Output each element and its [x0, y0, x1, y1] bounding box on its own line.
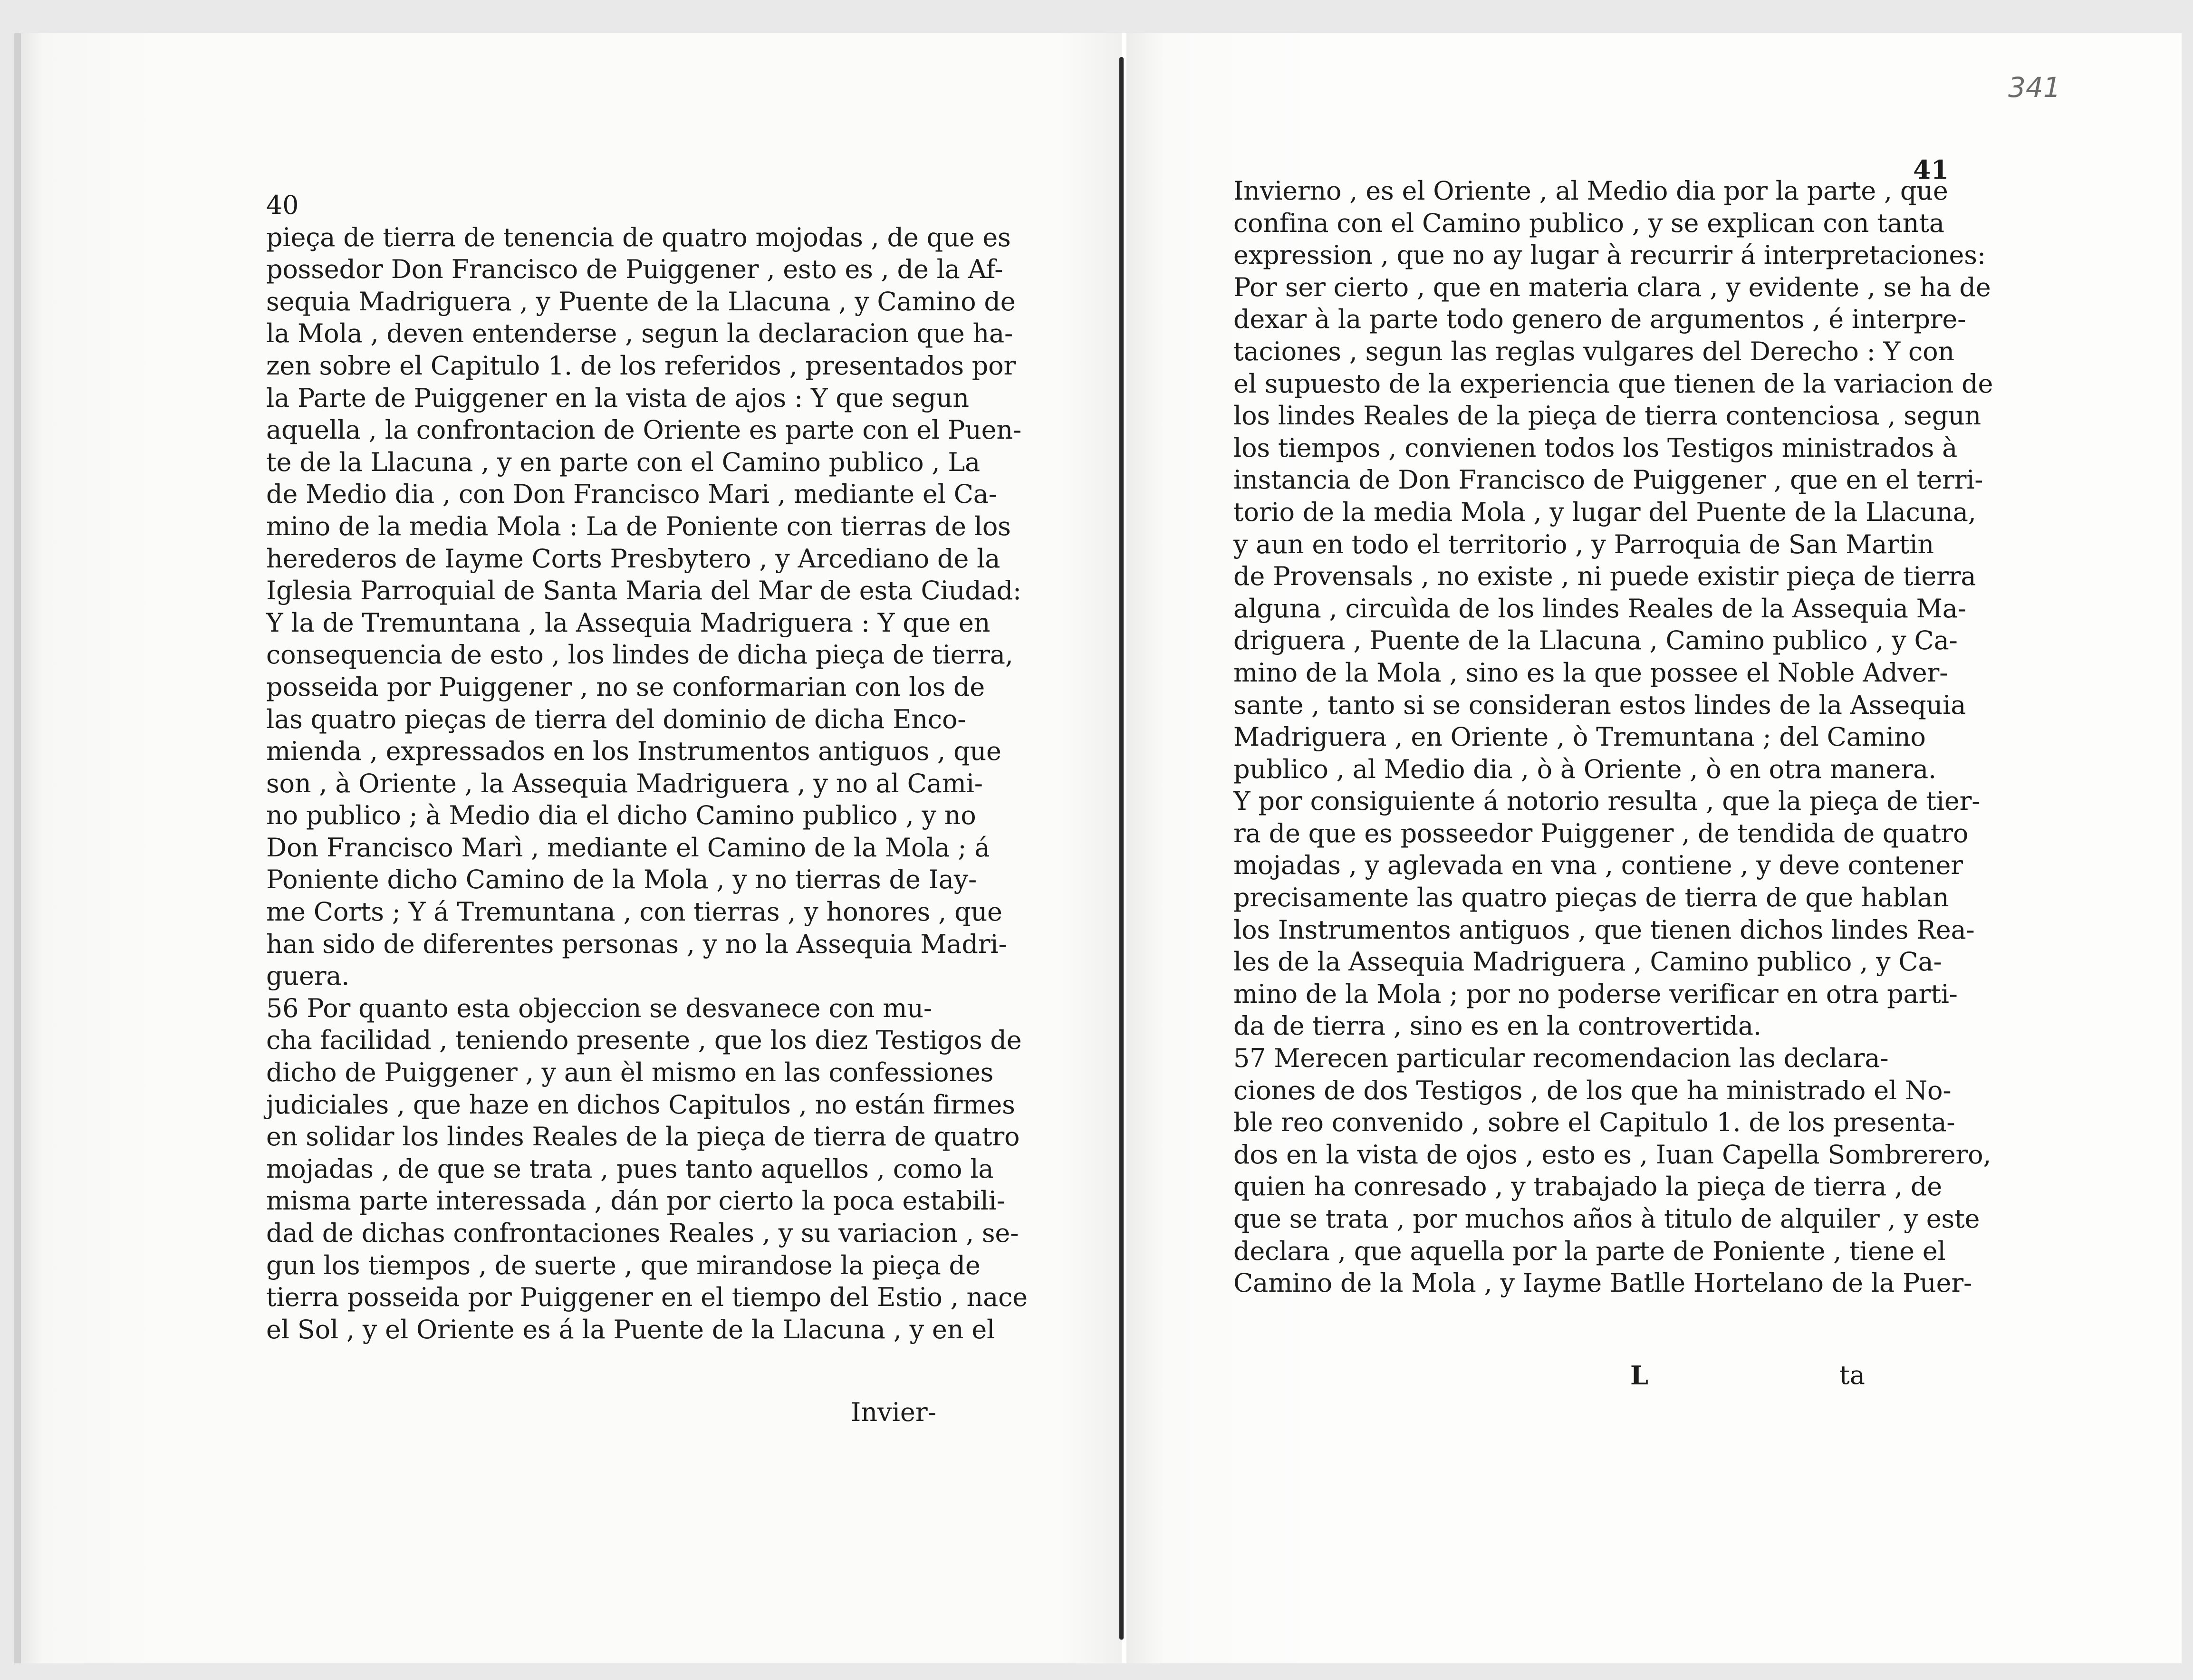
- text-line: publico , al Medio dia , ò à Oriente , ò en otra manera.: [1233, 754, 1936, 784]
- text-line: possedor Don Francisco de Puiggener , esto es , de la Af-: [266, 254, 1003, 285]
- text-line: judiciales , que haze en dichos Capitulos , no están firmes: [266, 1089, 1015, 1120]
- text-line: 40: [266, 190, 299, 220]
- text-line: en solidar los lindes Reales de la pieça de tierra de quatro: [266, 1122, 1020, 1152]
- text-line: Iglesia Parroquial de Santa Maria del Mar de esta Ciudad:: [266, 576, 1021, 606]
- text-line: el supuesto de la experiencia que tienen de la variacion de: [1233, 368, 1993, 399]
- text-line: sante , tanto si se consideran estos lindes de la Assequia: [1233, 690, 1966, 720]
- text-line: los lindes Reales de la pieça de tierra contenciosa , segun: [1233, 401, 1981, 431]
- text-line: sequia Madriguera , y Puente de la Llacuna , y Camino de: [266, 286, 1016, 317]
- text-line: expression , que no ay lugar à recurrir á interpretaciones:: [1233, 240, 1986, 270]
- text-line: 57 Merecen particular recomendacion las declara-: [1233, 1043, 1889, 1074]
- text-line: herederos de Iayme Corts Presbytero , y Arcediano de la: [266, 543, 1000, 574]
- text-line: dicho de Puiggener , y aun èl mismo en las confessiones: [266, 1057, 994, 1088]
- text-line: mienda , expressados en los Instrumentos antiguos , que: [266, 736, 1001, 767]
- text-line: 56 Por quanto esta objeccion se desvanece con mu-: [266, 993, 932, 1023]
- text-line: quien ha conresado , y trabajado la pieça de tierra , de: [1233, 1171, 1943, 1202]
- text-line: Poniente dicho Camino de la Mola , y no tierras de Iay-: [266, 864, 977, 895]
- text-line: de Medio dia , con Don Francisco Mari , mediante el Ca-: [266, 479, 997, 509]
- text-line: ciones de dos Testigos , de los que ha ministrado el No-: [1233, 1075, 1952, 1105]
- text-line: Madriguera , en Oriente , ò Tremuntana ; del Camino: [1233, 722, 1926, 752]
- text-line: ble reo convenido , sobre el Capitulo 1. de los presenta-: [1233, 1107, 1955, 1138]
- text-line: da de tierra , sino es en la controvertida.: [1233, 1011, 1761, 1041]
- right-page-text: [1233, 175, 1993, 1299]
- text-line: declara , que aquella por la parte de Poniente , tiene el: [1233, 1236, 1946, 1266]
- text-line: Camino de la Mola , y Iayme Batlle Hortelano de la Puer-: [1233, 1268, 1972, 1298]
- folio-number: 341: [2008, 71, 2061, 104]
- text-line: los Instrumentos antiguos , que tienen dichos lindes Rea-: [1233, 914, 1975, 945]
- text-line: les de la Assequia Madriguera , Camino publico , y Ca-: [1233, 947, 1942, 977]
- book-gutter: [1119, 57, 1124, 1640]
- signature-mark: L: [1630, 1360, 1648, 1391]
- text-line: de Provensals , no existe , ni puede existir pieça de tierra: [1233, 561, 1976, 592]
- text-line: pieça de tierra de tenencia de quatro mojodas , de que es: [266, 222, 1011, 252]
- text-line: alguna , circuìda de los lindes Reales de la Assequia Ma-: [1233, 593, 1966, 624]
- text-line: taciones , segun las reglas vulgares del Derecho : Y con: [1233, 336, 1954, 366]
- text-line: dos en la vista de ojos , esto es , Iuan Capella Sombrerero,: [1233, 1139, 1991, 1170]
- text-line: son , à Oriente , la Assequia Madriguera , y no al Cami-: [266, 768, 983, 798]
- text-line: la Parte de Puiggener en la vista de ajos : Y que segun: [266, 383, 969, 413]
- text-line: dad de dichas confrontaciones Reales , y su variacion , se-: [266, 1218, 1019, 1248]
- text-line: mojadas , y aglevada en vna , contiene , y deve contener: [1233, 850, 1963, 881]
- text-line: y aun en todo el territorio , y Parroquia de San Martin: [1233, 529, 1934, 559]
- left-catchword: Invier-: [851, 1397, 936, 1427]
- text-line: aquella , la confrontacion de Oriente es parte con el Puen-: [266, 415, 1022, 445]
- text-line: mino de la media Mola : La de Poniente con tierras de los: [266, 511, 1011, 541]
- text-line: tierra posseida por Puiggener en el tiempo del Estio , nace: [266, 1282, 1028, 1313]
- text-line: no publico ; à Medio dia el dicho Camino publico , y no: [266, 800, 976, 831]
- text-line: driguera , Puente de la Llacuna , Camino publico , y Ca-: [1233, 625, 1958, 656]
- text-line: guera.: [266, 961, 350, 991]
- text-line: cha facilidad , teniendo presente , que los diez Testigos de: [266, 1025, 1022, 1056]
- text-line: posseida por Puiggener , no se conformarian con los de: [266, 672, 985, 702]
- text-line: confina con el Camino publico , y se explican con tanta: [1233, 208, 1944, 238]
- right-catchword: ta: [1839, 1360, 1865, 1390]
- text-line: ra de que es posseedor Puiggener , de tendida de quatro: [1233, 818, 1969, 848]
- text-line: consequencia de esto , los lindes de dicha pieça de tierra,: [266, 640, 1013, 670]
- text-line: gun los tiempos , de suerte , que mirandose la pieça de: [266, 1250, 981, 1280]
- text-line: la Mola , deven entenderse , segun la declaracion que ha-: [266, 318, 1013, 349]
- right-page-number: 41: [1913, 154, 1949, 185]
- text-line: te de la Llacuna , y en parte con el Camino publico , La: [266, 447, 981, 477]
- text-line: Invierno , es el Oriente , al Medio dia por la parte , que: [1233, 176, 1948, 206]
- text-line: han sido de diferentes personas , y no la Assequia Madri-: [266, 929, 1007, 959]
- page-edge: [14, 33, 21, 1663]
- text-line: misma parte interessada , dán por cierto la poca estabili-: [266, 1186, 1005, 1216]
- left-page-text: [266, 189, 1028, 1345]
- text-line: Y por consiguiente á notorio resulta , que la pieça de tier-: [1233, 786, 1981, 816]
- text-line: el Sol , y el Oriente es á la Puente de la Llacuna , y en el: [266, 1314, 995, 1344]
- text-line: Por ser cierto , que en materia clara , y evidente , se ha de: [1233, 272, 1991, 302]
- text-line: Y la de Tremuntana , la Assequia Madriguera : Y que en: [266, 607, 991, 638]
- text-line: las quatro pieças de tierra del dominio de dicha Enco-: [266, 704, 966, 734]
- text-line: mino de la Mola , sino es la que possee el Noble Adver-: [1233, 657, 1948, 688]
- text-line: instancia de Don Francisco de Puiggener , que en el terri-: [1233, 465, 1983, 495]
- text-line: los tiempos , convienen todos los Testigos ministrados à: [1233, 432, 1958, 463]
- text-line: que se trata , por muchos años à titulo de alquiler , y este: [1233, 1204, 1980, 1234]
- text-line: mino de la Mola ; por no poderse verificar en otra parti-: [1233, 979, 1958, 1009]
- text-line: torio de la media Mola , y lugar del Puente de la Llacuna,: [1233, 497, 1976, 527]
- text-line: dexar à la parte todo genero de argumentos , é interpre-: [1233, 304, 1966, 335]
- text-line: mojadas , de que se trata , pues tanto aquellos , como la: [266, 1153, 994, 1184]
- text-line: me Corts ; Y á Tremuntana , con tierras , y honores , que: [266, 897, 1002, 927]
- text-line: precisamente las quatro pieças de tierra de que hablan: [1233, 883, 1949, 913]
- text-line: Don Francisco Marì , mediante el Camino de la Mola ; á: [266, 832, 990, 863]
- text-line: zen sobre el Capitulo 1. de los referidos , presentados por: [266, 350, 1016, 381]
